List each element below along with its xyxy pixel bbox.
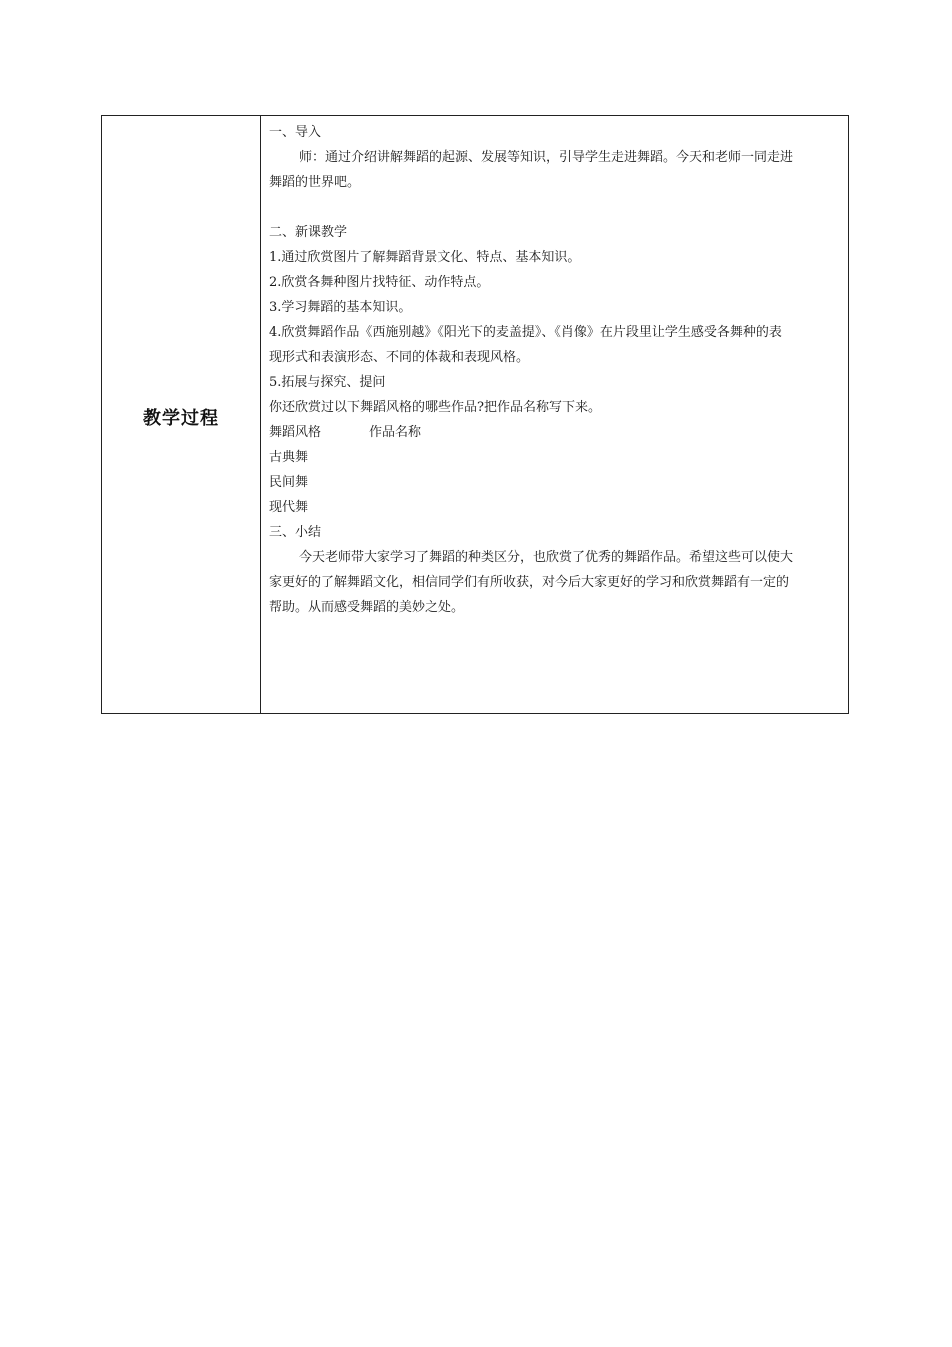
dance-style-item: 古典舞	[269, 450, 309, 465]
summary-paragraph-line: 帮助。从而感受舞蹈的美妙之处。	[269, 600, 465, 615]
content-cell	[261, 116, 848, 713]
row-label: 教学过程	[143, 407, 219, 429]
lesson-plan-table	[101, 115, 849, 714]
lesson-item: 1.通过欣赏图片了解舞蹈背景文化、特点、基本知识。	[269, 250, 581, 265]
intro-heading: 一、导入	[269, 125, 322, 140]
lesson-item: 4.欣赏舞蹈作品《西施别越》《阳光下的麦盖提》、《肖像》在片段里让学生感受各舞种的表	[269, 325, 782, 340]
lesson-item: 3.学习舞蹈的基本知识。	[269, 300, 412, 315]
work-name-column-header: 作品名称	[369, 425, 422, 440]
lesson-item: 2.欣赏各舞种图片找特征、动作特点。	[269, 275, 490, 290]
dance-style-item: 现代舞	[269, 500, 309, 515]
question-text: 你还欣赏过以下舞蹈风格的哪些作品?把作品名称写下来。	[269, 400, 601, 415]
intro-paragraph-line: 舞蹈的世界吧。	[269, 175, 361, 190]
summary-paragraph-line: 今天老师带大家学习了舞蹈的种类区分，也欣赏了优秀的舞蹈作品。希望这些可以使大	[299, 550, 794, 565]
summary-heading: 三、小结	[269, 525, 322, 540]
style-table-header	[269, 420, 842, 445]
style-column-header: 舞蹈风格	[269, 425, 322, 440]
dance-style-item: 民间舞	[269, 475, 309, 490]
summary-paragraph-line: 家更好的了解舞蹈文化，相信同学们有所收获，对今后大家更好的学习和欣赏舞蹈有一定的	[269, 575, 790, 590]
intro-paragraph-line: 师：通过介绍讲解舞蹈的起源、发展等知识，引导学生走进舞蹈。今天和老师一同走进	[299, 150, 794, 165]
spacer	[269, 195, 842, 220]
new-lesson-heading: 二、新课教学	[269, 225, 348, 240]
lesson-item: 5.拓展与探究、提问	[269, 375, 386, 390]
row-label-cell	[102, 116, 261, 713]
lesson-item: 现形式和表演形态、不同的体裁和表现风格。	[269, 350, 530, 365]
